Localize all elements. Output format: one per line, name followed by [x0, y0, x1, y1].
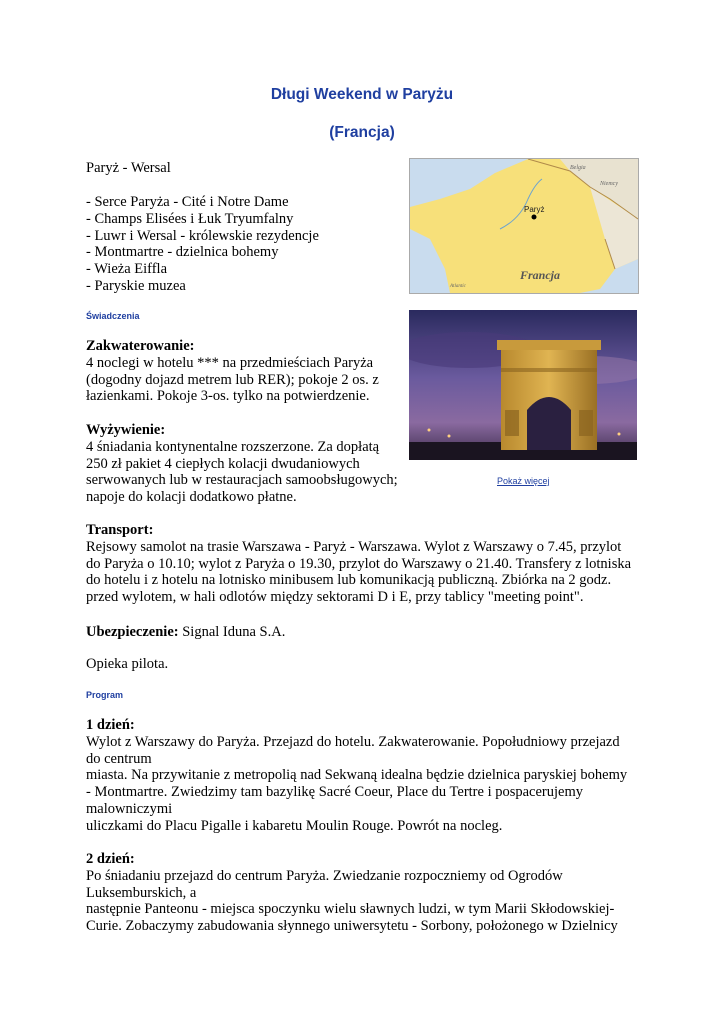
page-title: Długi Weekend w Paryżu	[270, 86, 454, 103]
show-more-link[interactable]: Pokaż więcej	[497, 476, 550, 486]
highlights-list	[86, 194, 319, 295]
france-map	[409, 158, 639, 294]
accommodation-heading: Zakwaterowanie:	[86, 338, 195, 354]
highlight-item: - Champs Elisées i Łuk Tryumfalny	[86, 210, 294, 227]
arc-de-triomphe-photo	[409, 310, 637, 460]
day2-line: następnie Panteonu - miejsca spoczynku wielu sławnych ludzi, w tym Marii Skłodowskiej-	[86, 901, 615, 918]
meals-line: napoje do kolacji dodatkowo płatne.	[86, 489, 297, 506]
map-belgium-label: Belgia	[570, 165, 586, 171]
insurance-heading: Ubezpieczenie:	[86, 624, 179, 640]
day2-section	[86, 851, 618, 935]
route-text: Paryż - Wersal	[86, 160, 171, 176]
transport-line: do hotelu i z hotelu na lotnisko minibusem lub komunikacją publiczną. Zbiórka na 2 godz.	[86, 572, 612, 589]
accommodation-line: łazienkami. Pokoje 3-os. tylko na potwierdzenie.	[86, 388, 370, 405]
map-country-label: Francja	[520, 268, 561, 282]
day1-line: uliczkami do Placu Pigalle i kabaretu Moulin Rouge. Powrót na nocleg.	[86, 817, 503, 834]
accommodation-section	[86, 338, 379, 405]
paris-marker	[532, 215, 537, 220]
day2-line: Po śniadaniu przejazd do centrum Paryża. Zwiedzanie rozpoczniemy od Ogrodów	[86, 867, 563, 884]
day2-heading: 2 dzień:	[86, 851, 135, 867]
highlight-item: - Serce Paryża - Cité i Notre Dame	[86, 194, 289, 210]
highlight-item: - Luwr i Wersal - królewskie rezydencje	[86, 227, 319, 244]
transport-line: przed wylotem, w hali odlotów między sektorami D i E, przy tablicy "meeting point".	[86, 589, 584, 606]
transport-line: do Paryża o 10.10; wylot z Paryża o 19.30, przylot do Warszawy o 21.40. Transfery z lotniska	[86, 555, 632, 572]
meals-line: serwowanych lub w restauracjach samoobsługowych;	[86, 472, 398, 489]
section-program-label: Program	[86, 690, 124, 700]
insurance-value: Signal Iduna S.A.	[178, 624, 286, 640]
day2-line: Luksemburskich, a	[86, 884, 197, 901]
meals-heading: Wyżywienie:	[86, 422, 166, 438]
highlight-item: - Montmartre - dzielnica bohemy	[86, 244, 279, 261]
insurance-line	[86, 624, 285, 641]
map-atlantic-label: Atlantic	[450, 284, 466, 289]
day1-line: miasta. Na przywitanie z metropolią nad Sekwaną idealna będzie dzielnica paryskiej bohemy	[86, 767, 628, 784]
meals-line: 4 śniadania kontynentalne rozszerzone. Za dopłatą	[86, 438, 380, 455]
day1-line: malowniczymi	[86, 800, 173, 817]
pilot-text: Opieka pilota.	[86, 656, 169, 672]
transport-heading: Transport:	[86, 522, 154, 538]
meals-section	[86, 422, 398, 506]
accommodation-line: (dogodny dojazd metrem lub RER); pokoje 2 os. z	[86, 371, 379, 388]
day1-section	[86, 717, 627, 835]
day1-line: Wylot z Warszawy do Paryża. Przejazd do hotelu. Zakwaterowanie. Popołudniowy przejazd	[86, 733, 620, 750]
day1-heading: 1 dzień:	[86, 717, 135, 733]
section-benefits-label: Świadczenia	[86, 311, 140, 321]
highlight-item: - Wieża Eiffla	[86, 261, 168, 278]
accommodation-line: 4 noclegi w hotelu *** na przedmieściach Paryża	[86, 354, 374, 371]
map-city-label: Paryż	[524, 205, 545, 214]
highlight-item: - Paryskie muzea	[86, 277, 186, 294]
transport-section	[86, 522, 631, 606]
transport-line: Rejsowy samolot na trasie Warszawa - Paryż - Warszawa. Wylot z Warszawy o 7.45, przylot	[86, 538, 622, 555]
day2-line: Curie. Zobaczymy zabudowania słynnego uniwersytetu - Sorbony, położonego w Dzielnicy	[86, 918, 618, 935]
day1-line: do centrum	[86, 750, 152, 767]
day1-line: - Montmartre. Zwiedzimy tam bazylikę Sacré Coeur, Place du Tertre i pospacerujemy	[86, 784, 584, 801]
meals-line: 250 zł pakiet 4 ciepłych kolacji dwudaniowych	[86, 455, 360, 472]
map-germany-label: Niemcy	[600, 181, 618, 187]
page-subtitle: (Francja)	[329, 124, 395, 141]
